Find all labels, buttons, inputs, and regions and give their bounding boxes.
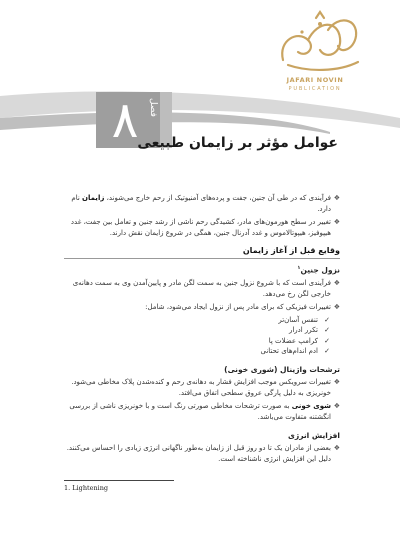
calligraphy-logo-icon [268, 10, 368, 76]
publisher-name: JAFARI NOVIN [286, 76, 344, 84]
chapter-title: عوامل مؤثر بر زایمان طبیعی [137, 135, 338, 151]
check-icon: ✓ [324, 315, 330, 324]
check-item: ✓ تکرر ادرار [288, 326, 330, 334]
chapter-label: فصل [148, 98, 158, 117]
footnote: 1. Lightening [64, 484, 109, 492]
subsection-title: ترشحات واژینال (شوری خونی) [224, 364, 340, 374]
term-birth: زایمان [82, 194, 105, 202]
bullet-icon: ❖ [333, 194, 340, 202]
bullet-icon: ❖ [333, 443, 340, 452]
subsection-title: نزول جنین$^۱$ [297, 265, 340, 275]
section-title: وقایع قبل از آغاز زایمان [242, 246, 340, 255]
intro-paragraph: ❖ فرآیندی که در طی آن جنین، جفت و پرده‌های آمنیوتیک از رحم خارج می‌شوند، زایمان نام دارد. [71, 194, 340, 213]
intro-block [64, 193, 340, 241]
list-item: ❖ تغییرات فیزیکی که برای مادر پس از نزول ایجاد می‌شود، شامل: [145, 302, 340, 311]
bullet-icon: ❖ [333, 401, 340, 410]
footnote-divider [64, 480, 174, 481]
list-item: ❖ بعضی از مادران یک تا دو روز قبل از زایمان به‌طور ناگهانی انرژی زیادی را احساس می‌کنند. دلیل این افزایش انرژی ناشناخته است. [66, 443, 340, 463]
section-events [64, 246, 340, 467]
bullet-icon: ❖ [333, 278, 340, 287]
bullet-icon: ❖ [333, 302, 340, 311]
bullet-icon: ❖ [333, 218, 340, 226]
list-item: ❖ تغییرات سرویکس موجب افزایش فشار به دهانه‌ی رحم و کنده‌شدن پلاک مخاطی می‌شود. خونریزی به دلیل پارگی عروق سطحی اتفاق می‌افتد. [71, 377, 340, 397]
list-item: ❖ فرآیندی است که با شروع نزول جنین به سمت لگن مادر و پایین‌آمدن وی به سمت دهانه‌ی خارجی لگن رخ می‌دهد. [72, 278, 340, 298]
check-icon: ✓ [324, 347, 330, 355]
check-icon: ✓ [324, 326, 330, 334]
check-icon: ✓ [324, 336, 330, 345]
intro-paragraph: ❖ تغییر در سطح هورمون‌های مادر، کشیدگی رحم ناشی از رشد جنین و تعامل بین جفت، غدد هیپوفیز، هیپوتالاموس و غدد آدرنال جنین، همگی در شروع زایمان نقش دارند. [70, 218, 340, 237]
bullet-icon: ❖ [333, 377, 340, 386]
publisher-sub: PUBLICATION [288, 86, 342, 92]
check-item: ✓ کرامپ عضلات پا [268, 336, 330, 345]
section-divider [64, 258, 340, 259]
list-item: ❖ شوی خونی به صورت ترشحات مخاطی صورتی رنگ است و با خونریزی ناشی از بررسی انگشتنه متفاوت می‌باشد. [69, 401, 340, 421]
check-item: ✓ ادم اندام‌های تحتانی [260, 347, 330, 355]
chapter-number: ۸ [111, 91, 139, 149]
subsection-title: افزایش انرژی [288, 430, 340, 440]
publisher-logo [258, 10, 378, 100]
check-item: ✓ تنفس آسان‌تر [278, 315, 330, 324]
